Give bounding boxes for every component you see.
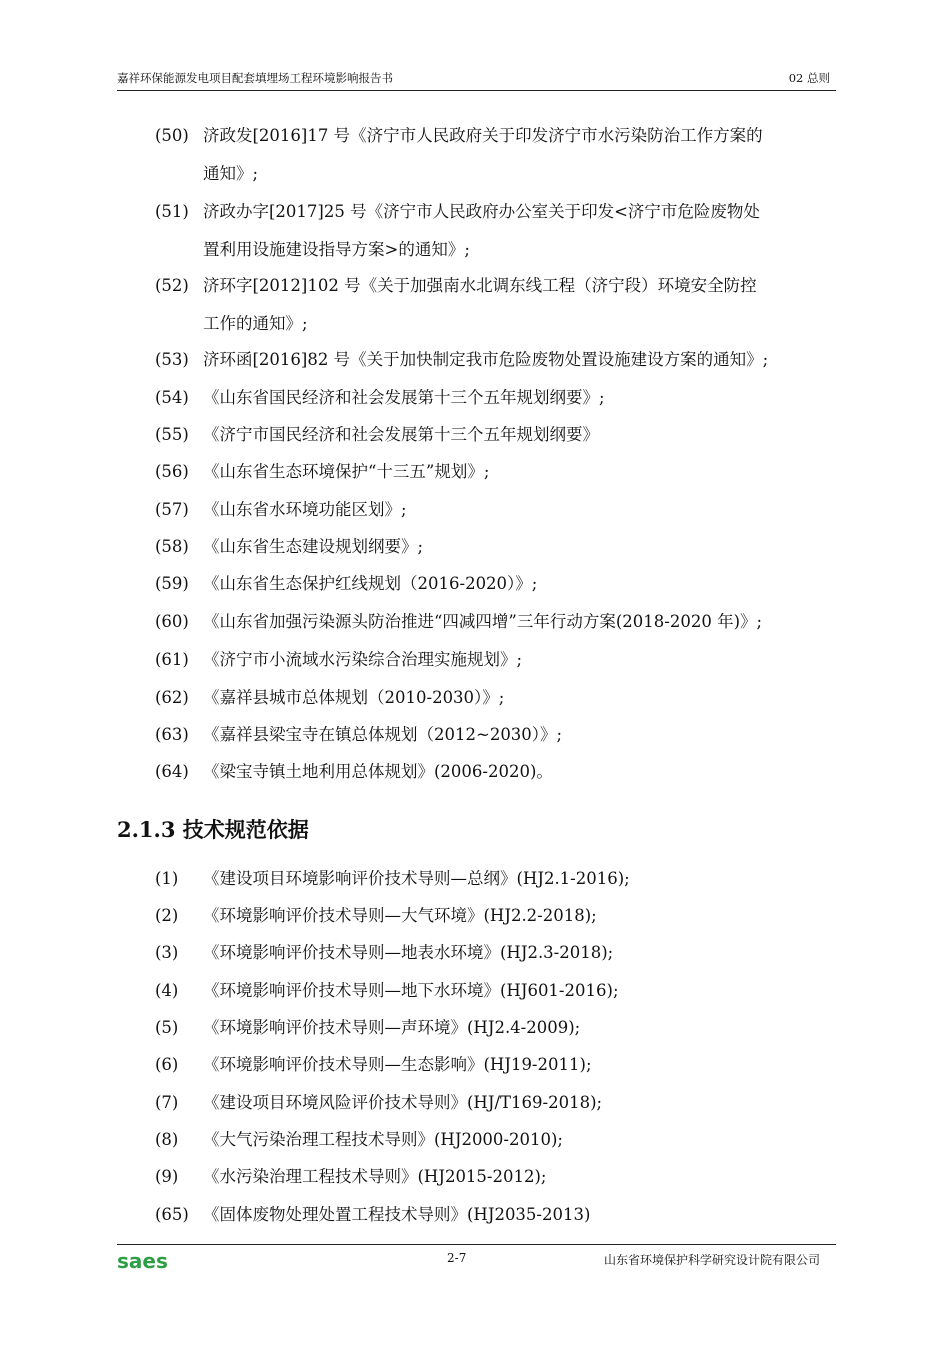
item-text: 《梁宝寺镇土地利用总体规划》(2006-2020)。 — [203, 762, 553, 781]
item-number: (64) — [155, 762, 189, 781]
item-text: 《山东省国民经济和社会发展第十三个五年规划纲要》; — [203, 388, 605, 407]
item-text: 《环境影响评价技术导则—声环境》(HJ2.4-2009); — [203, 1018, 581, 1037]
item-number: (61) — [155, 650, 189, 669]
item-number: (58) — [155, 537, 189, 556]
item-number: (8) — [155, 1130, 179, 1149]
item-text: 济政办字[2017]25 号《济宁市人民政府办公室关于印发<济宁市危险废物处 — [203, 202, 760, 221]
item-text: 《山东省加强污染源头防治推进“四减四增”三年行动方案(2018-2020 年)》; — [203, 612, 763, 631]
item-number: (56) — [155, 462, 189, 481]
item-text: 《环境影响评价技术导则—生态影响》(HJ19-2011); — [203, 1055, 592, 1074]
saes-logo-icon — [117, 1250, 181, 1272]
item-text: 《嘉祥县城市总体规划（2010-2030）》; — [203, 688, 505, 707]
page-number: 2-7 — [447, 1251, 467, 1265]
item-number: (6) — [155, 1055, 179, 1074]
item-text: 济政发[2016]17 号《济宁市人民政府关于印发济宁市水污染防治工作方案的 — [203, 126, 763, 145]
item-text: 《济宁市国民经济和社会发展第十三个五年规划纲要》 — [203, 425, 599, 444]
chapter-label: 02 总则 — [788, 71, 830, 85]
item-text: 《嘉祥县梁宝寺在镇总体规划（2012~2030）》; — [203, 725, 563, 744]
item-number: (1) — [155, 869, 179, 888]
item-number: (5) — [155, 1018, 179, 1037]
item-text-continuation: 工作的通知》; — [203, 314, 308, 333]
item-text: 《水污染治理工程技术导则》(HJ2015-2012); — [203, 1167, 547, 1186]
item-number: (63) — [155, 725, 189, 744]
item-text: 《山东省生态建设规划纲要》; — [203, 537, 424, 556]
item-text: 《环境影响评价技术导则—大气环境》(HJ2.2-2018); — [203, 906, 597, 925]
item-text: 《山东省水环境功能区划》; — [203, 500, 407, 519]
item-text: 《建设项目环境影响评价技术导则—总纲》(HJ2.1-2016); — [203, 869, 630, 888]
item-number: (7) — [155, 1093, 179, 1112]
item-text: 济环函[2016]82 号《关于加快制定我市危险废物处置设施建设方案的通知》; — [203, 350, 769, 369]
item-text-continuation: 通知》; — [203, 164, 259, 183]
item-number: (4) — [155, 981, 179, 1000]
item-number: (55) — [155, 425, 189, 444]
item-number: (2) — [155, 906, 179, 925]
organization-name: 山东省环境保护科学研究设计院有限公司 — [603, 1253, 820, 1267]
item-number: (57) — [155, 500, 189, 519]
page-footer — [117, 1244, 836, 1275]
page-header — [117, 68, 836, 91]
item-number: (65) — [155, 1205, 189, 1224]
item-text: 《山东省生态环境保护“十三五”规划》; — [203, 462, 490, 481]
item-number: (54) — [155, 388, 189, 407]
item-text: 《环境影响评价技术导则—地下水环境》(HJ601-2016); — [203, 981, 619, 1000]
item-text: 《建设项目环境风险评价技术导则》(HJ/T169-2018); — [203, 1093, 603, 1112]
item-text: 《山东省生态保护红线规划（2016-2020）》; — [203, 574, 538, 593]
item-number: (50) — [155, 126, 189, 145]
item-number: (51) — [155, 202, 189, 221]
section-heading: 2.1.3 技术规范依据 — [117, 817, 309, 842]
item-number: (3) — [155, 943, 179, 962]
item-number: (52) — [155, 276, 189, 295]
item-text-continuation: 置利用设施建设指导方案>的通知》; — [203, 240, 470, 259]
report-title: 嘉祥环保能源发电项目配套填埋场工程环境影响报告书 — [117, 71, 393, 85]
item-text: 济环字[2012]102 号《关于加强南水北调东线工程（济宁段）环境安全防控 — [203, 276, 757, 295]
item-text: 《固体废物处理处置工程技术导则》(HJ2035-2013) — [203, 1205, 591, 1224]
item-text: 《环境影响评价技术导则—地表水环境》(HJ2.3-2018); — [203, 943, 614, 962]
item-number: (59) — [155, 574, 189, 593]
item-number: (60) — [155, 612, 189, 631]
item-number: (53) — [155, 350, 189, 369]
item-number: (62) — [155, 688, 189, 707]
item-text: 《济宁市小流域水污染综合治理实施规划》; — [203, 650, 523, 669]
item-text: 《大气污染治理工程技术导则》(HJ2000-2010); — [203, 1130, 563, 1149]
logo-text: saes — [117, 1250, 168, 1272]
item-number: (9) — [155, 1167, 179, 1186]
